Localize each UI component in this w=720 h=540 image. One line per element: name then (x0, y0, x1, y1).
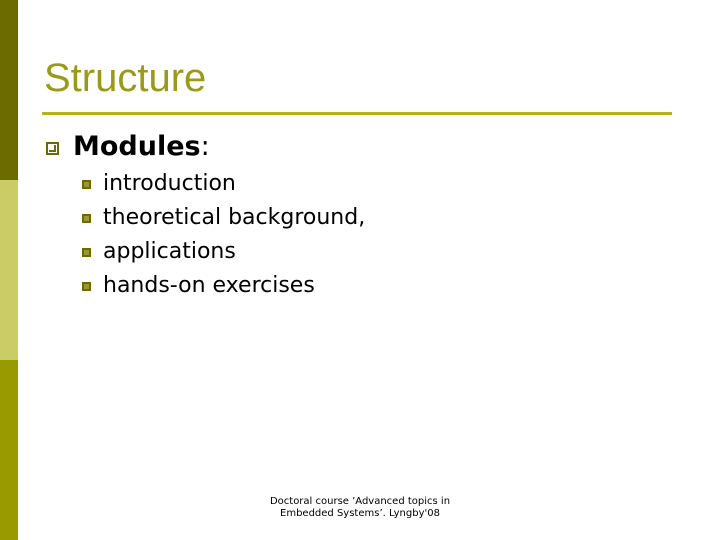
list-item-text: theoretical background, (103, 205, 366, 230)
list-item-text: introduction (103, 171, 236, 196)
list-item-text: hands-on exercises (103, 273, 315, 298)
footer-line-2: Embedded Systems’. Lyngby'08 (280, 508, 440, 519)
left-accent-bar-top (0, 0, 18, 180)
title-underline (42, 112, 672, 115)
main-bullet-label: Modules (73, 131, 201, 162)
square-bullet-icon (82, 282, 91, 291)
slide-footer (250, 496, 470, 520)
checkbox-bullet-icon (46, 142, 59, 155)
left-accent-bar-middle (0, 180, 18, 360)
square-bullet-icon (82, 248, 91, 257)
list-item-text: applications (103, 239, 236, 264)
square-bullet-icon (82, 180, 91, 189)
slide-title: Structure (44, 56, 207, 100)
left-accent-bar-bottom (0, 360, 18, 540)
square-bullet-icon (82, 214, 91, 223)
footer-line-1: Doctoral course ’Advanced topics in (269, 496, 451, 507)
main-bullet-suffix: : (200, 131, 210, 162)
main-bullet (73, 130, 210, 164)
